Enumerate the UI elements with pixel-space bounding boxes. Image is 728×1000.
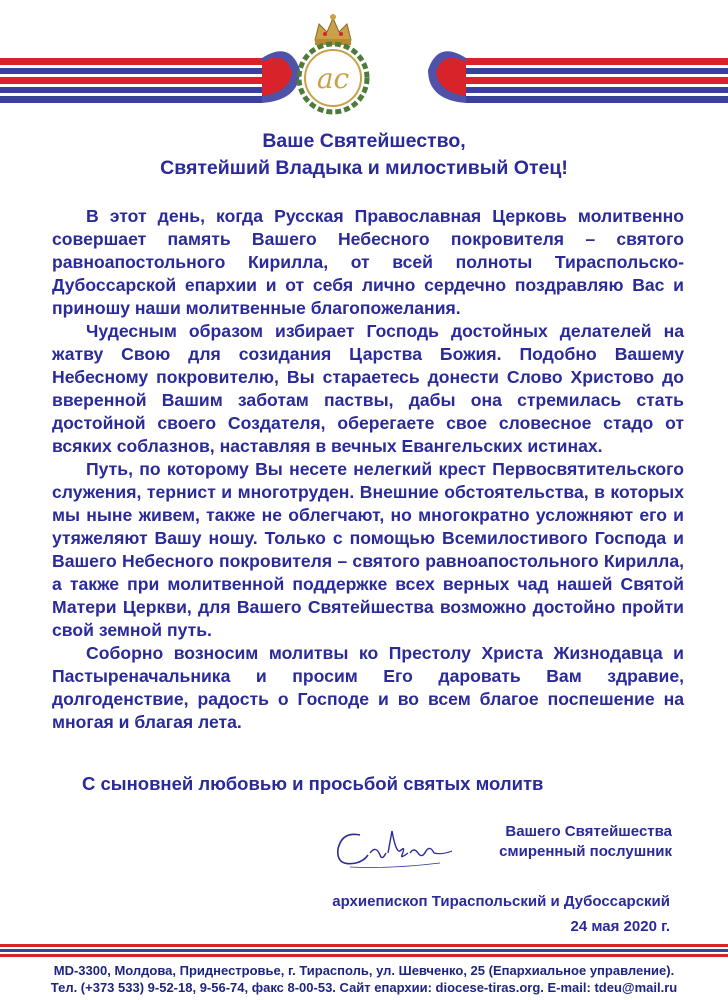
footer-contacts — [0, 962, 728, 996]
closing-line: С сыновней любовью и просьбой святых молитв — [82, 773, 544, 794]
diocese-crest-logo — [253, 12, 413, 117]
monogram: ас — [316, 62, 350, 95]
paragraph-2: Чудесным образом избирает Господь достойных делателей на жатву Свою для созидания Царства Божия. Подобно Вашему Небесному покровителю, Вы стараетесь донести Слово Христово до вверенной Вашим заботам паствы, дабы она стремилась стать достойной своего Создателя, оберегаете свое словесное стадо от всяких соблазнов, наставляя в вечных Евангельских истинах. — [52, 321, 684, 456]
salutation — [0, 128, 728, 182]
salutation-line-2: Святейший Владыка и милостивый Отец! — [160, 157, 568, 179]
left-ribbon-stripes — [0, 58, 262, 103]
crown-icon — [315, 14, 351, 45]
signature-title-line-1: Вашего Святейшества — [505, 823, 672, 840]
letter-date: 24 мая 2020 г. — [570, 918, 670, 935]
footer-contacts-line: Тел. (+373 533) 9-52-18, 9-56-74, факс 8-00-53. Сайт епархии: diocese-tiras.org. E-mail: tdeu@mail.ru — [50, 980, 678, 995]
right-ribbon-stripes — [466, 58, 728, 103]
signature-title-line-2: смиренный послушник — [499, 843, 672, 860]
footer-address: MD-3300, Молдова, Приднестровье, г. Тирасполь, ул. Шевченко, 25 (Епархиальное управление). — [53, 963, 675, 978]
paragraph-4: Соборно возносим молитвы ко Престолу Христа Жизнодавца и Пастыреначальника и просим Его даровать Вам здравие, долгоденствие, радость о Господе и во всем благое поспешение на многая и благая лета. — [52, 643, 684, 732]
salutation-line-1: Ваше Святейшество, — [262, 130, 466, 152]
paragraph-3: Путь, по которому Вы несете нелегкий крест Первосвятительского служения, тернист и многотруден. Внешние обстоятельства, в которых мы ныне живем, также не облегчают, но многократно усложняют его и утяжеляют Вашу ношу. Только с помощью Всемилостивого Господа и Вашего Небесного покровителя – святого равноапостольного Кирилла, а также при молитвенной поддержке всех верных чад нашей Святой Матери Церкви, для Вашего Святейшества возможно достойно пройти свой земной путь. — [52, 459, 684, 640]
footer-ribbon-band — [0, 944, 728, 958]
signer-position: архиепископ Тираспольский и Дубоссарский — [332, 893, 670, 910]
letter-body — [52, 205, 684, 734]
handwritten-signature — [330, 823, 460, 873]
paragraph-1: В этот день, когда Русская Православная Церковь молитвенно совершает память Вашего Небесного покровителя – святого равноапостольного Кирилла, от всей полноты Тираспольско-Дубоссарской епархии и от себя лично сердечно поздравляю Вас и приношу наши молитвенные благопожелания. — [52, 206, 684, 318]
